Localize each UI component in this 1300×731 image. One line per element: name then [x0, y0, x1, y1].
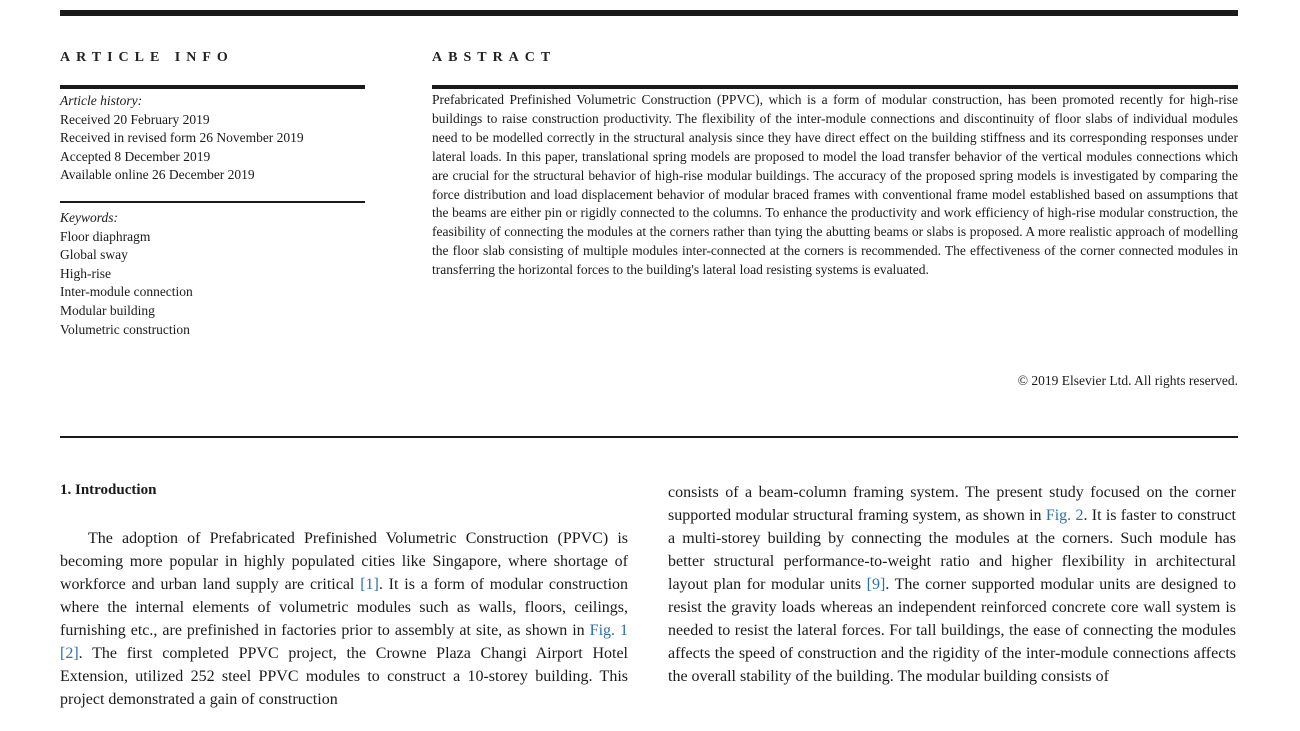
intro-right-p3: . The corner supported modular units are designed to resist the gravity loads whereas an independent reinforced concrete core wall system is needed to resist the lateral forces. For tall buildings, the ease of connecting the modules affects the speed of construction and the rigidity of the inter-module connections affects the overall stability of the building. The modular building consists of [668, 576, 1236, 685]
article-info-heading: ARTICLE INFO [60, 50, 234, 65]
keyword-item: Volumetric construction [60, 321, 190, 337]
intro-left-p2: . It is a form of modular construction where the internal elements of volumetric modules such as walls, floors, ceilings, furnishing etc., are prefinished in factories prior to assembly at site, as shown in [60, 576, 629, 639]
intro-left-p1: The adoption of Prefabricated Prefinished Volumetric Construction (PPVC) is becoming more popular in highly populated cities like Singapore, where shortage of workforce and urban land supply are critical [60, 530, 628, 593]
copyright: © 2019 Elsevier Ltd. All rights reserved. [1017, 373, 1238, 388]
intro-title: 1. Introduction [60, 482, 157, 498]
abstract-text: Prefabricated Prefinished Volumetric Construction (PPVC), which is a form of modular construction, has been promoted recently for high-rise buildings to raise construction productivity. The flexibility of the inter-module connections and discontinuity of floor slabs of individual modules need to be modelled correctly in the structural analysis since they have direct effect on the building stiffness and its corresponding responses under lateral loads. In this paper, translational spring models are proposed to model the load transfer behavior of the vertical modules connections which are crucial for the structural behavior of high-rise modular buildings. The accuracy of the proposed spring models is investigated by comparing the force distribution and load displacement behavior of modular braced frames with conventional frame model established based on assumptions that the beams are either pin or rigidly connected to the columns. To enhance the productivity and work efficiency of high-rise modular construction, the feasibility of connecting the modules at the corners rather than tying the abutting beams or slabs is proposed. A more realistic approach of modelling the floor slab consisting of multiple modules inter-connected at the corners is recommended. The effectiveness of the corner connected modules in transferring the horizontal forces to the building's lateral load resisting systems is evaluated. [432, 92, 1238, 278]
ref-link[interactable]: [1] [360, 576, 379, 593]
keywords-label: Keywords: [60, 210, 118, 225]
keyword-item: Inter-module connection [60, 284, 193, 300]
keyword-item: Modular building [60, 302, 155, 318]
history-online: Available online 26 December 2019 [60, 167, 255, 183]
figure-link[interactable]: Fig. 2 [1045, 507, 1084, 524]
intro-right-column [668, 481, 1236, 688]
ref-link[interactable]: [2] [60, 645, 79, 662]
history-accepted: Accepted 8 December 2019 [60, 148, 211, 164]
keyword-item: High-rise [60, 265, 111, 281]
intro-left-column [60, 527, 628, 711]
figure-link[interactable]: Fig. 1 [589, 622, 629, 639]
history-received: Received 20 February 2019 [60, 111, 210, 127]
keywords [60, 209, 365, 339]
keywords-rule [60, 201, 365, 203]
keyword-item: Global sway [60, 247, 128, 263]
history-label: Article history: [60, 93, 143, 108]
header-rule [60, 10, 1238, 16]
keyword-item: Floor diaphragm [60, 228, 151, 244]
intro-right-p1: consists of a beam-column framing system. The present study focused on the corner supported modular structural framing system, as shown in [668, 484, 1236, 524]
article-history [60, 92, 365, 185]
abstract-heading: ABSTRACT [432, 50, 557, 65]
article-info-rule [60, 85, 365, 89]
ref-link[interactable]: [9] [866, 576, 886, 593]
abstract-rule [432, 85, 1238, 89]
intro-right-p2: . It is faster to construct a multi-storey building by connecting the modules at the corners. Such module has better structural performance-to-weight ratio and higher flexibility in architectural layout plan for modular units [668, 507, 1236, 593]
intro-left-p3: . The first completed PPVC project, the Crowne Plaza Changi Airport Hotel Extension, utilized 252 steel PPVC modules to construct a 10-storey building. This project demonstrated a gain of construction [60, 645, 628, 708]
section-divider [60, 436, 1238, 438]
history-revised: Received in revised form 26 November 2019 [60, 130, 304, 146]
